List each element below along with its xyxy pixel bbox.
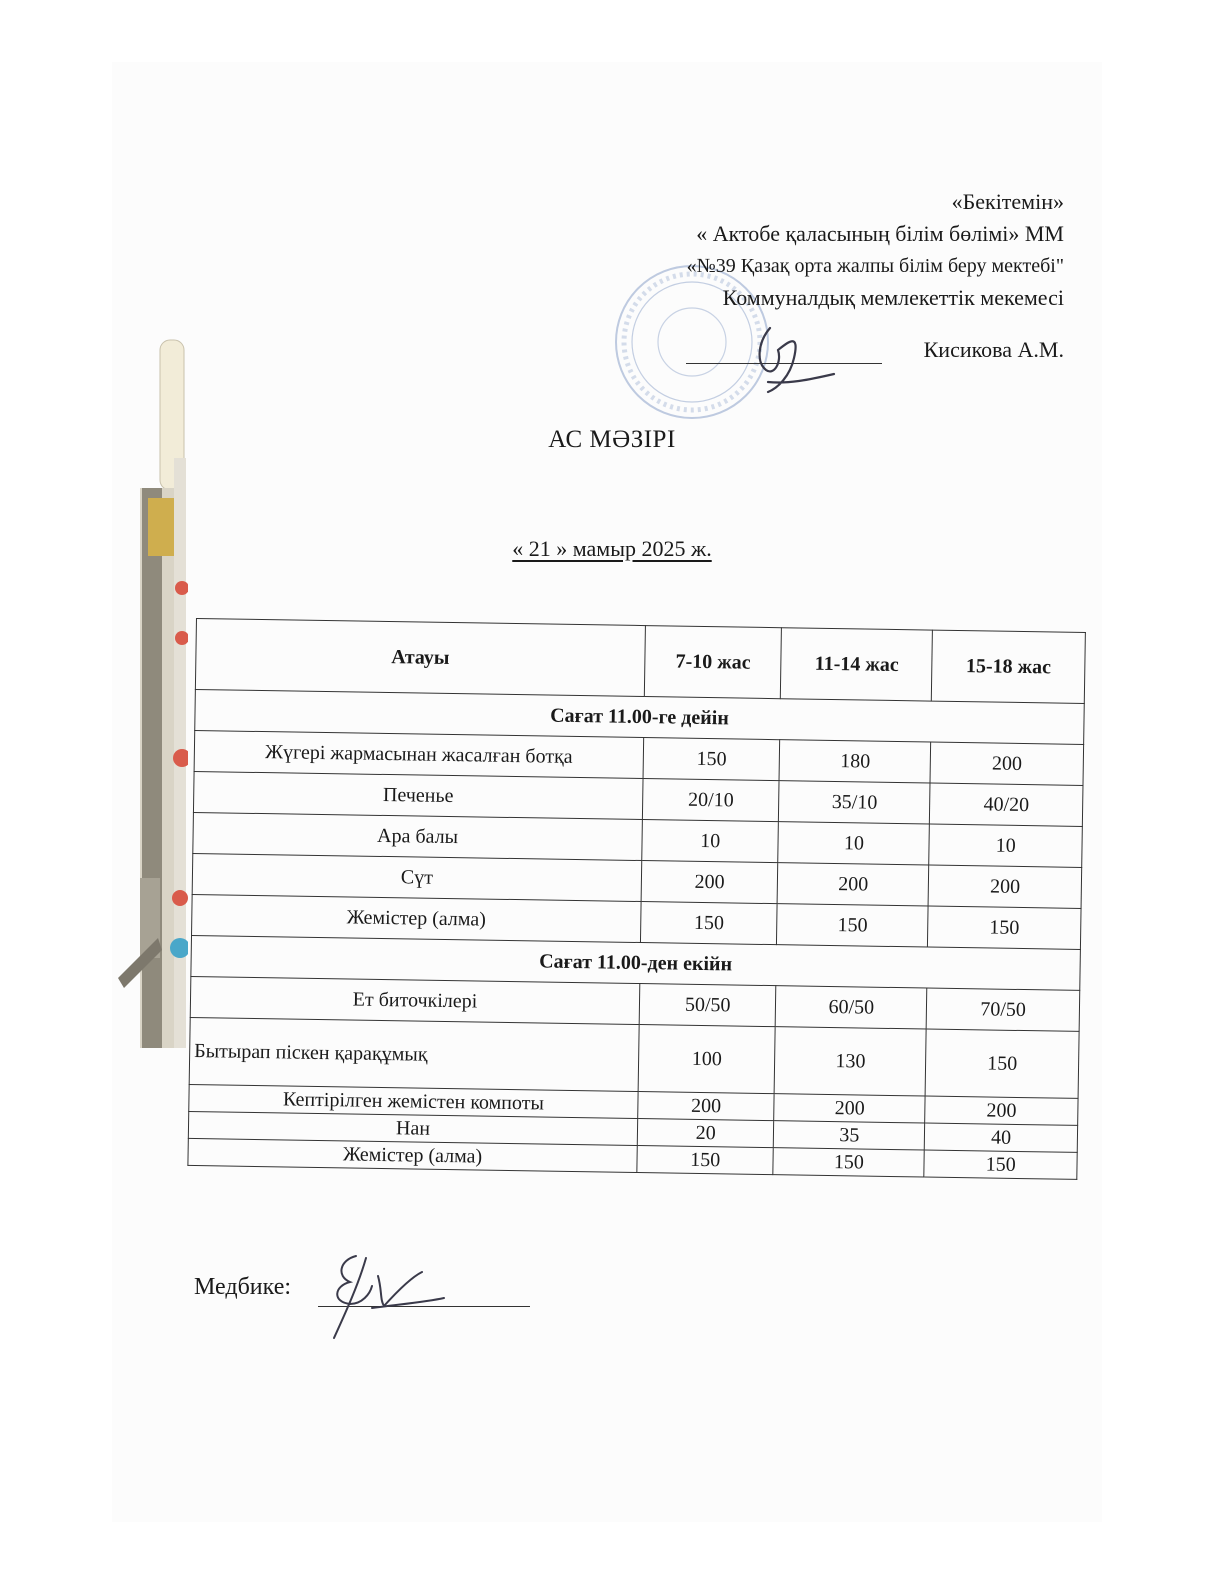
portion-7-10: 20	[637, 1118, 774, 1147]
portion-15-18: 70/50	[926, 988, 1079, 1031]
header-age-15-18: 15-18 жас	[932, 630, 1086, 703]
portion-15-18: 10	[929, 824, 1082, 867]
portion-7-10: 150	[637, 1145, 774, 1174]
header-age-7-10: 7-10 жас	[644, 626, 782, 699]
portion-11-14: 35/10	[779, 781, 931, 824]
dish-name: Печенье	[193, 771, 643, 819]
signer-name: Кисикова А.М.	[923, 337, 1064, 362]
portion-11-14: 130	[775, 1027, 927, 1096]
nurse-signature	[322, 1246, 452, 1346]
section-title: Сағат 11.00-ге дейін	[195, 689, 1085, 744]
document-date	[0, 536, 1224, 562]
dish-name: Кептірілген жемістен компоты	[189, 1084, 638, 1118]
portion-15-18: 200	[930, 742, 1083, 785]
date-text: « 21 » мамыр 2025 ж.	[512, 536, 712, 561]
portion-11-14: 150	[777, 904, 929, 947]
portion-11-14: 180	[779, 740, 931, 783]
dish-name: Нан	[188, 1111, 637, 1145]
portion-7-10: 200	[641, 861, 778, 904]
portion-15-18: 150	[925, 1029, 1079, 1098]
approval-school: «№39 Қазақ орта жалпы білім беру мектебі"	[686, 255, 1064, 277]
portion-11-14: 10	[778, 822, 930, 865]
portion-15-18: 150	[928, 906, 1081, 949]
portion-11-14: 35	[774, 1121, 925, 1150]
dish-name: Жемістер (алма)	[188, 1138, 637, 1172]
approval-institution: Коммуналдық мемлекеттік мекемесі	[722, 285, 1064, 310]
dish-name: Сүт	[192, 853, 642, 901]
portion-11-14: 60/50	[776, 986, 928, 1029]
portion-15-18: 200	[928, 865, 1081, 908]
approval-department: « Актобе қаласының білім бөлімі» ММ	[696, 221, 1064, 246]
dish-name: Ара балы	[193, 812, 643, 860]
portion-15-18: 200	[925, 1096, 1078, 1125]
director-signature	[748, 322, 838, 398]
menu-table	[187, 618, 1085, 1180]
approval-heading: «Бекітемін»	[951, 189, 1064, 214]
portion-7-10: 100	[638, 1025, 775, 1094]
portion-7-10: 50/50	[639, 984, 776, 1027]
portion-7-10: 10	[642, 820, 779, 863]
document-title: АС МӘЗІРІ	[548, 426, 676, 453]
portion-11-14: 150	[773, 1148, 924, 1177]
portion-15-18: 40	[925, 1123, 1078, 1152]
dish-name: Бытырап піскен қарақұмық	[189, 1017, 639, 1091]
portion-11-14: 200	[778, 863, 930, 906]
dish-name: Жемістер (алма)	[192, 894, 642, 942]
portion-7-10: 20/10	[642, 779, 779, 822]
header-age-11-14: 11-14 жас	[781, 628, 933, 701]
portion-7-10: 200	[638, 1092, 775, 1121]
section-title: Сағат 11.00-ден екійн	[191, 935, 1081, 990]
dish-name: Жүгері жармасынан жасалған ботқа	[194, 730, 644, 778]
dish-name: Ет биточкілері	[190, 976, 640, 1024]
nurse-label: Медбике:	[194, 1274, 292, 1300]
portion-7-10: 150	[643, 738, 780, 781]
header-name: Атауы	[195, 619, 645, 697]
portion-11-14: 200	[774, 1094, 925, 1123]
portion-15-18: 40/20	[930, 783, 1083, 826]
portion-15-18: 150	[924, 1150, 1077, 1179]
portion-7-10: 150	[640, 902, 777, 945]
